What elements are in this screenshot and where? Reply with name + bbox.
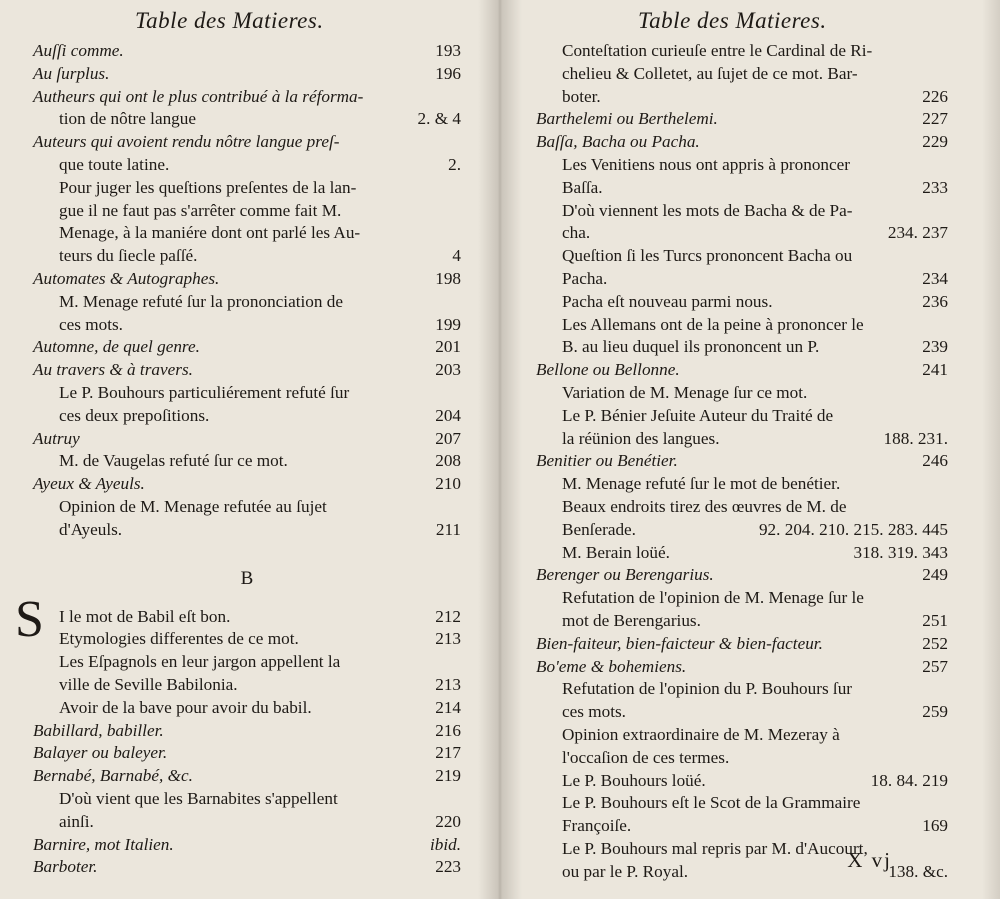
entry-page-number: 2. & 4 (417, 109, 461, 129)
entry-page-number: 207 (435, 428, 461, 448)
right-page (500, 0, 1000, 899)
entry-text: M. de Vaugelas refuté ſur ce mot. (59, 451, 288, 471)
entry-page-number: 199 (435, 314, 461, 334)
entry-text: Babillard, babiller. (33, 720, 164, 740)
entry-text: cha. (562, 223, 591, 243)
left-entries (15, 40, 461, 879)
entry-text: chelieu & Colletet, au ſujet de ce mot. Bar- (562, 63, 858, 83)
index-entry (536, 108, 948, 131)
index-entry (33, 222, 461, 245)
entry-text: Opinion extraordinaire de M. Mezeray à (562, 724, 840, 744)
index-entry (536, 177, 948, 200)
entry-text: I le mot de Babil eſt bon. (59, 606, 231, 626)
entry-text: Benitier ou Benétier. (536, 451, 678, 471)
entry-page-number: 227 (922, 109, 948, 129)
entry-text: d'Ayeuls. (59, 519, 123, 539)
index-entry (33, 154, 461, 177)
entry-page-number: 246 (922, 451, 948, 471)
index-entry (33, 697, 461, 720)
index-entry (536, 86, 948, 109)
index-entry (33, 834, 461, 857)
entry-page-number: 214 (435, 697, 461, 717)
index-entry (536, 770, 948, 793)
index-entry (536, 382, 948, 405)
index-entry (536, 131, 948, 154)
entry-page-number: 251 (922, 610, 948, 630)
index-entry (536, 747, 948, 770)
index-entry (536, 291, 948, 314)
entry-text: D'où viennent les mots de Bacha & de Pa- (562, 200, 853, 220)
entry-text: Bellone ou Bellonne. (536, 360, 680, 380)
entry-page-number: 220 (435, 811, 461, 831)
index-entry (536, 792, 948, 815)
entry-text: Ayeux & Ayeuls. (33, 474, 145, 494)
index-entry (33, 245, 461, 268)
entry-page-number: 236 (922, 291, 948, 311)
entry-text: Refutation de l'opinion du P. Bouhours ſur (562, 679, 853, 699)
entry-text: Bernabé, Barnabé, &c. (33, 766, 193, 786)
entry-text: Le P. Bouhours eſt le Scot de la Grammaire (562, 793, 861, 813)
index-entry (536, 633, 948, 656)
index-entry (536, 724, 948, 747)
index-entry (536, 542, 948, 565)
index-entry (33, 519, 461, 542)
index-entry (33, 405, 461, 428)
entry-text: Françoiſe. (562, 816, 632, 836)
entry-page-number: 239 (922, 337, 948, 357)
entry-page-number: 204 (435, 405, 461, 425)
index-entry (33, 131, 461, 154)
entry-page-number: 257 (922, 656, 948, 676)
index-entry (536, 701, 948, 724)
entry-text: Baſſa. (562, 177, 603, 197)
index-entry (33, 336, 461, 359)
index-entry (536, 40, 948, 63)
entry-text: Pour juger les queſtions preſentes de la lan- (59, 177, 357, 197)
index-entry (33, 473, 461, 496)
entry-text: Baſſa, Bacha ou Pacha. (536, 132, 700, 152)
index-entry (536, 154, 948, 177)
index-entry (33, 200, 461, 223)
index-entry (33, 268, 461, 291)
entry-text: Les Venitiens nous ont appris à prononcer (562, 154, 850, 174)
entry-text: Balayer ou baleyer. (33, 743, 168, 763)
index-entry (536, 519, 948, 542)
entry-text: Automates & Autographes. (33, 268, 220, 288)
entry-page-number: 201 (435, 337, 461, 357)
index-entry (33, 86, 461, 109)
index-entry (33, 108, 461, 131)
entry-page-number: 169 (922, 816, 948, 836)
index-entry (536, 496, 948, 519)
entry-text: Benſerade. (562, 519, 636, 539)
entry-text: Les Eſpagnols en leur jargon appellent la (59, 652, 341, 672)
index-entry (536, 815, 948, 838)
entry-text: Les Allemans ont de la peine à prononcer le (562, 314, 864, 334)
index-entry (536, 359, 948, 382)
index-entry (33, 811, 461, 834)
entry-text: M. Menage refuté ſur le mot de benétier. (562, 474, 841, 494)
entry-text: Menage, à la maniére dont ont parlé les Au- (59, 223, 361, 243)
entry-page-number: 213 (435, 629, 461, 649)
entry-text: Opinion de M. Menage refutée au ſujet (59, 496, 327, 516)
entry-text: Bien-faiteur, bien-faicteur & bien-facteur. (536, 633, 823, 653)
left-page-header: Table des Matieres. (135, 8, 324, 33)
entry-page-number: 229 (922, 132, 948, 152)
entry-text: Beaux endroits tirez des œuvres de M. de (562, 496, 847, 516)
entry-text: Variation de M. Menage ſur ce mot. (562, 382, 808, 402)
entry-text: ces mots. (59, 314, 123, 334)
entry-text: Au ſurplus. (33, 63, 110, 83)
index-entry (33, 177, 461, 200)
entry-page-number: 217 (435, 743, 461, 763)
index-entry (33, 720, 461, 743)
index-entry (33, 765, 461, 788)
index-entry (33, 291, 461, 314)
index-entry (33, 63, 461, 86)
entry-page-number: 198 (435, 268, 461, 288)
entry-page-number: 2. (448, 154, 461, 174)
entry-page-number: 259 (922, 702, 948, 722)
index-entry (33, 359, 461, 382)
index-entry (536, 336, 948, 359)
entry-page-number: 233 (922, 177, 948, 197)
entry-text: ou par le P. Royal. (562, 861, 689, 881)
index-entry (536, 587, 948, 610)
entry-page-number: 138. &c. (888, 861, 948, 881)
entry-page-number: 216 (435, 720, 461, 740)
index-entry (536, 200, 948, 223)
entry-text: Pacha eſt nouveau parmi nous. (562, 291, 773, 311)
right-entries (536, 40, 948, 883)
entry-text: M. Berain loüé. (562, 542, 670, 562)
entry-text: teurs du ſiecle paſſé. (59, 246, 198, 266)
entry-page-number: 18. 84. 219 (870, 770, 948, 790)
index-entry (33, 651, 461, 674)
entry-page-number: 203 (435, 360, 461, 380)
entry-text: Barnire, mot Italien. (33, 834, 174, 854)
entry-text: Barboter. (33, 857, 98, 877)
entry-text: Refutation de l'opinion de M. Menage ſur le (562, 588, 864, 608)
entry-page-number: 210 (435, 474, 461, 494)
index-entry (536, 678, 948, 701)
index-entry (536, 656, 948, 679)
entry-text: Au travers & à travers. (33, 360, 193, 380)
index-entry (536, 245, 948, 268)
entry-text: Autheurs qui ont le plus contribué à la réforma- (33, 86, 364, 106)
entry-page-number: 208 (435, 451, 461, 471)
entry-text: Le P. Bouhours loüé. (562, 770, 706, 790)
entry-page-number: 234 (922, 268, 948, 288)
index-entry (536, 63, 948, 86)
drop-cap: S (15, 590, 44, 648)
entry-text: Le P. Bénier Jeſuite Auteur du Traité de (562, 405, 834, 425)
entry-text: Conteſtation curieuſe entre le Cardinal de Ri- (562, 41, 873, 60)
entry-text: mot de Berengarius. (562, 610, 701, 630)
entry-text: Automne, de quel genre. (33, 337, 200, 357)
entry-text: tion de nôtre langue (59, 109, 196, 129)
section-letter: B (240, 567, 254, 589)
index-entry (536, 268, 948, 291)
entry-page-number: 4 (452, 246, 461, 266)
page-edge-shadow (982, 0, 1000, 899)
entry-page-number: 211 (435, 519, 461, 539)
index-entry (33, 496, 461, 519)
entry-page-number: 193 (435, 41, 461, 60)
entry-page-number: 213 (435, 674, 461, 694)
index-entry (33, 856, 461, 879)
index-entry (33, 742, 461, 765)
entry-page-number: 223 (435, 857, 461, 877)
entry-text: que toute latine. (59, 154, 170, 174)
index-entry (33, 40, 461, 63)
index-entry (33, 428, 461, 451)
entry-text: Autruy (33, 428, 80, 448)
entry-page-number: 226 (922, 86, 948, 106)
entry-text: Pacha. (562, 268, 608, 288)
entry-page-number: ibid. (429, 834, 461, 854)
index-entry (33, 674, 461, 697)
entry-text: la réünion des langues. (562, 428, 720, 448)
entry-text: Bo'eme & bohemiens. (536, 656, 687, 676)
entry-text: Auſſi comme. (33, 41, 124, 60)
index-entry (33, 788, 461, 811)
right-page-header: Table des Matieres. (638, 8, 827, 33)
index-entry (536, 428, 948, 451)
entry-text: boter. (562, 86, 601, 106)
entry-page-number: 252 (922, 633, 948, 653)
index-entry (33, 314, 461, 337)
entry-text: Le P. Bouhours mal repris par M. d'Aucourt, (562, 838, 868, 858)
entry-text: l'occaſion de ces termes. (562, 747, 730, 767)
entry-text: ville de Seville Babilonia. (59, 674, 238, 694)
index-entry (33, 628, 461, 651)
entry-page-number: 241 (922, 360, 948, 380)
entry-text: gue il ne faut pas s'arrêter comme fait M. (59, 200, 342, 220)
entry-text: Le P. Bouhours particuliérement refuté ſur (59, 382, 350, 402)
index-entry (536, 450, 948, 473)
entry-page-number: 196 (435, 63, 461, 83)
entry-page-number: 249 (922, 565, 948, 585)
entry-page-number: 92. 204. 210. 215. 283. 445 (758, 519, 948, 539)
entry-page-number: 234. 237 (887, 223, 948, 243)
entry-text: Queſtion ſi les Turcs prononcent Bacha ou (562, 246, 853, 266)
index-entry (33, 382, 461, 405)
entry-page-number: 318. 319. 343 (853, 542, 948, 562)
index-entry (536, 610, 948, 633)
entry-text: M. Menage refuté ſur la prononciation de (59, 291, 343, 311)
index-entry (536, 564, 948, 587)
index-entry (33, 450, 461, 473)
entry-page-number: 188. 231. (883, 428, 948, 448)
entry-text: ces deux prepoſitions. (59, 405, 210, 425)
entry-text: Auteurs qui avoient rendu nôtre langue preſ- (33, 132, 340, 152)
entry-text: ainſi. (59, 811, 94, 831)
entry-text: Avoir de la bave pour avoir du babil. (59, 697, 312, 717)
entry-page-number: 219 (435, 766, 461, 786)
entry-text: Etymologies differentes de ce mot. (59, 629, 299, 649)
entry-text: Berenger ou Berengarius. (536, 565, 714, 585)
entry-text: B. au lieu duquel ils prononcent un P. (562, 337, 820, 357)
entry-text: Barthelemi ou Berthelemi. (536, 109, 718, 129)
entry-page-number: 212 (435, 606, 461, 626)
entry-text: ces mots. (562, 702, 626, 722)
index-entry (536, 314, 948, 337)
signature-mark: X vj (847, 848, 892, 872)
index-entry (536, 405, 948, 428)
index-entry (536, 222, 948, 245)
entry-text: D'où vient que les Barnabites s'appellent (59, 788, 338, 808)
index-entry (536, 473, 948, 496)
